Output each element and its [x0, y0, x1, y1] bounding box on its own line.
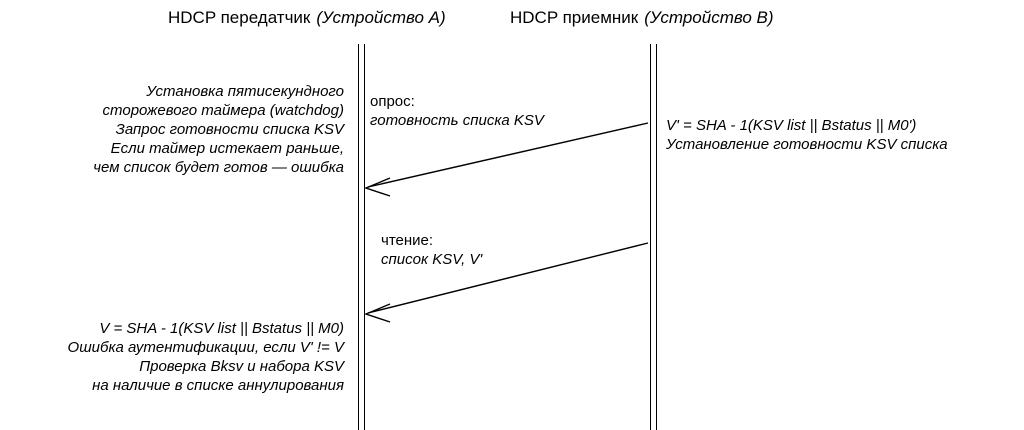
message-label-line2: список KSV, V': [381, 251, 483, 268]
lifeline-header-transmitter-device: (Устройство А): [316, 8, 446, 27]
note-line: V = SHA - 1(KSV list || Bstatus || M0): [99, 320, 344, 337]
note-line: Если таймер истекает раньше,: [110, 140, 344, 157]
lifeline-header-receiver-role: HDCP приемник: [510, 8, 639, 27]
note-line: Ошибка аутентификации, если V' != V: [67, 339, 344, 356]
note-line: на наличие в списке аннулирования: [92, 377, 344, 394]
arrow-line-poll-response: [368, 123, 648, 187]
lifeline-header-receiver-device: (Устройство В): [644, 8, 774, 27]
note-line: Установка пятисекундного: [146, 83, 344, 100]
message-label-line1: чтение:: [381, 232, 434, 249]
note-line: Проверка Bksv и набора KSV: [139, 358, 344, 375]
lifeline-header-transmitter-role: HDCP передатчик: [168, 8, 311, 27]
note-line: сторожевого таймера (watchdog): [102, 102, 344, 119]
arrow-head-poll-response: [366, 178, 390, 196]
arrow-line-read-response: [368, 243, 648, 313]
message-label-line2: готовность списка KSV: [370, 112, 544, 129]
note-line: Установление готовности KSV списка: [666, 136, 948, 153]
note-line: V' = SHA - 1(KSV list || Bstatus || M0'): [666, 117, 917, 134]
note-line: чем список будет готов — ошибка: [93, 159, 344, 176]
arrow-head-read-response: [366, 304, 390, 322]
note-line: Запрос готовности списка KSV: [115, 121, 344, 138]
message-label-line1: опрос:: [370, 93, 415, 110]
